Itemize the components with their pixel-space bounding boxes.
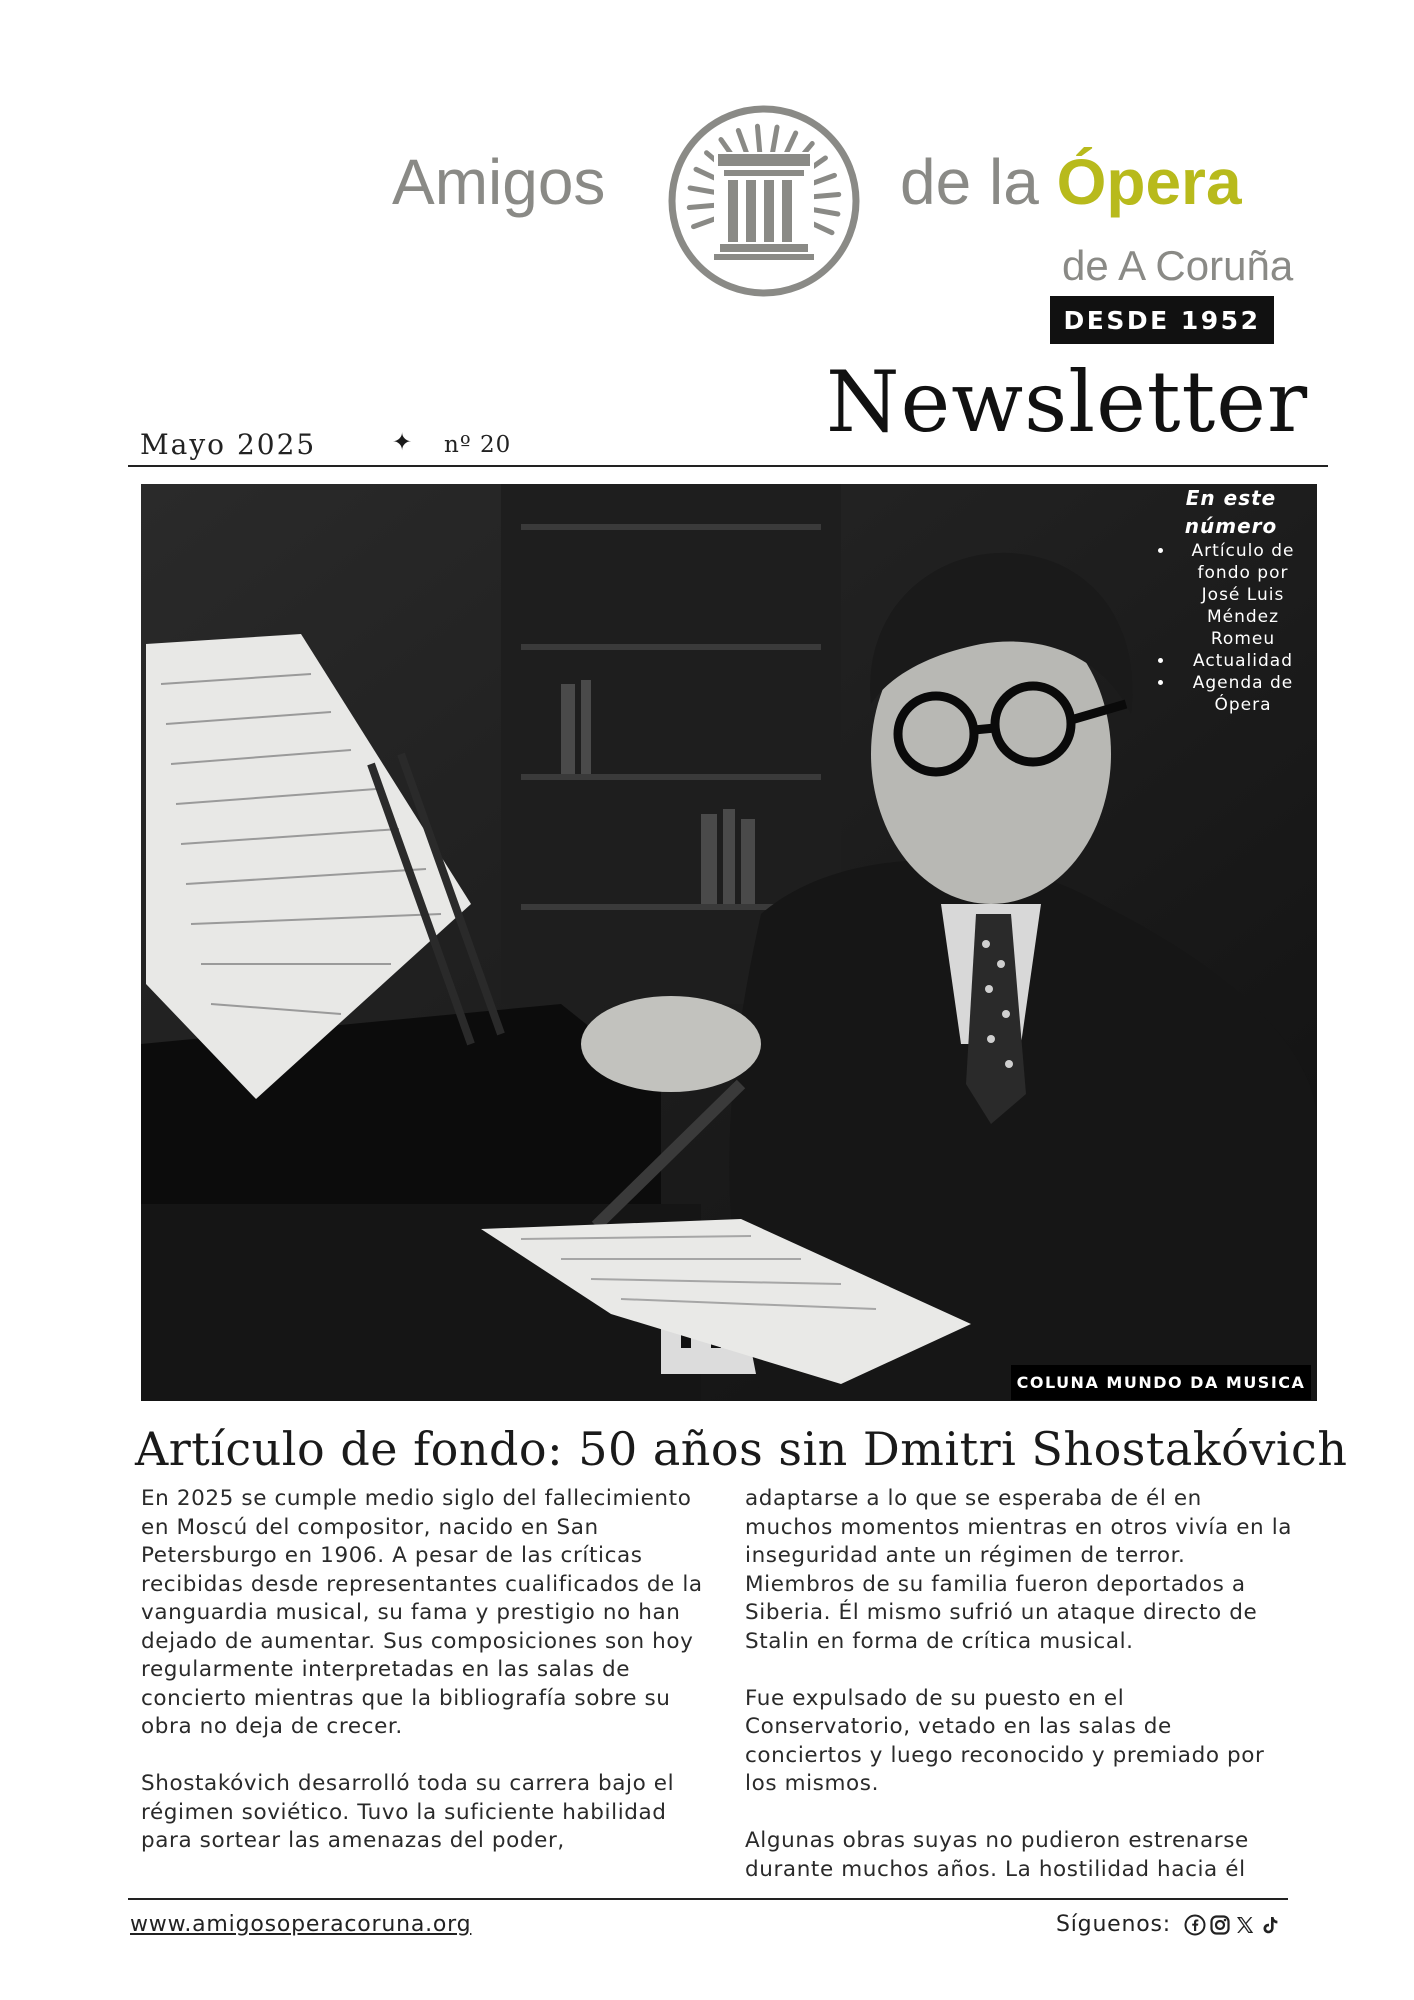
toc-item[interactable]: • Artículo de fondo por José Luis Méndez Romeu (1175, 540, 1311, 650)
instagram-icon[interactable] (1209, 1914, 1231, 1936)
composer-photo-illustration (141, 484, 1317, 1401)
issue-date: Mayo 2025 (140, 428, 317, 461)
star-icon: ✦ (392, 428, 413, 456)
website-link[interactable]: www.amigosoperacoruna.org (130, 1912, 472, 1937)
article-paragraph: adaptarse a lo que se esperaba de él en muchos momentos mientras en otros vivía en la inseguridad ante un régimen de terror. Miembros de su familia fueron deportados a Siberia. Él mismo sufrió un ataque directo de Stalin en forma de crítica musical. (745, 1486, 1293, 1654)
follow-label: Síguenos: (1056, 1912, 1171, 1937)
article-paragraph: Shostakóvich desarrolló toda su carrera bajo el régimen soviético. Tuvo la suficiente habilidad para sortear las amenazas del poder, (141, 1771, 675, 1853)
logo-text-de-la: de la (900, 146, 1057, 218)
article-paragraph: En 2025 se cumple medio siglo del fallecimiento en Moscú del compositor, nacido en San Petersburgo en 1906. A pesar de las críticas recibidas desde representantes cualificados de la vanguardia musical, su fama y prestigio no han dejado de aumentar. Sus composiciones son hoy regularmente interpretadas en las salas de concierto mientras que la bibliografía sobre su obra no deja de crecer. (141, 1486, 703, 1739)
toc-title-line1: En este (1185, 486, 1277, 510)
x-icon[interactable] (1234, 1914, 1256, 1936)
founded-badge: DESDE 1952 (1050, 296, 1274, 344)
issue-number: nº 20 (444, 432, 512, 458)
toc-title-line2: número (1184, 514, 1278, 538)
article-paragraph: Algunas obras suyas no pudieron estrenarse durante muchos años. La hostilidad hacia él (745, 1828, 1249, 1882)
tiktok-icon[interactable] (1259, 1914, 1281, 1936)
article-paragraph: Fue expulsado de su puesto en el Conservatorio, vetado en las salas de conciertos y luego reconocido y premiado por los mismos. (745, 1685, 1265, 1796)
facebook-icon[interactable] (1184, 1914, 1206, 1936)
logo-emblem-icon (652, 104, 876, 298)
article-title: Artículo de fondo: 50 años sin Dmitri Shostakóvich (135, 1422, 1348, 1476)
toc-box (1151, 484, 1311, 716)
header-divider (128, 465, 1328, 467)
photo-caption: COLUNA MUNDO DA MUSICA (1011, 1365, 1311, 1400)
footer-divider (128, 1898, 1288, 1900)
article-column-2 (745, 1485, 1293, 1884)
article-column-1 (141, 1485, 711, 1856)
hero-photo (141, 484, 1317, 1401)
logo-text-opera-accent: Ópera (1056, 146, 1242, 218)
toc-item[interactable]: • Actualidad (1175, 650, 1311, 672)
toc-list (1151, 540, 1311, 716)
toc-item[interactable]: • Agenda de Ópera (1175, 672, 1311, 716)
social-icons (1184, 1914, 1281, 1936)
logo-text-opera (900, 146, 1242, 218)
logo-subtitle: de A Coruña (1062, 242, 1294, 289)
logo-text-amigos: Amigos (392, 146, 606, 218)
toc-title (1151, 484, 1311, 540)
newsletter-title: Newsletter (826, 353, 1309, 451)
